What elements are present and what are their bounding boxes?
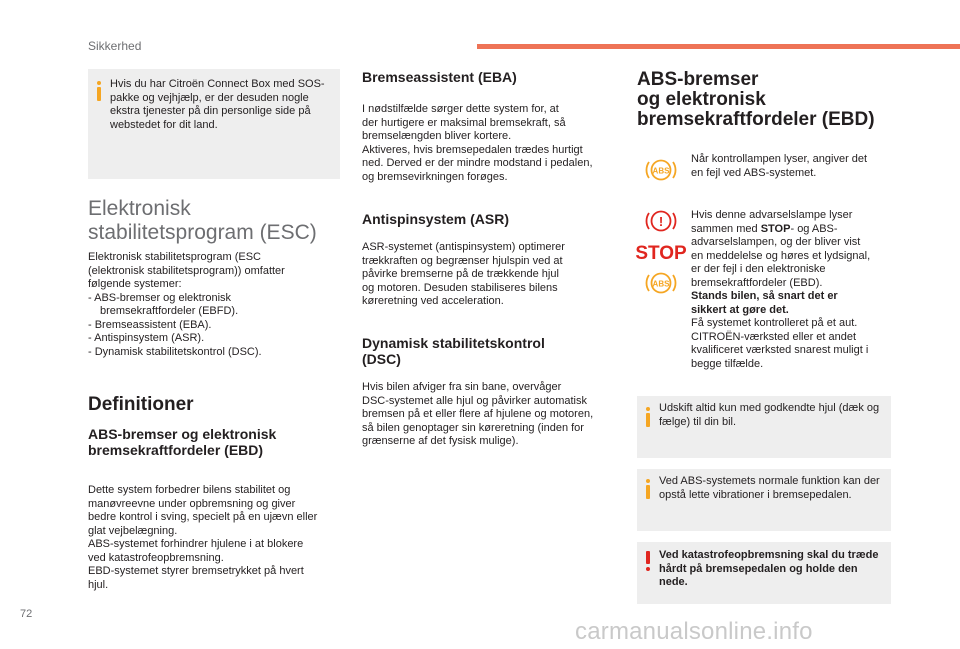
dsc-body: Hvis bilen afviger fra sin bane, overvåger DSC-systemet alle hjul og påvirker automatisk bremsen på et eller flere af hjulene og motoren, så bilen genoptager sin køreretning (inden for grænserne af det fysisk mulige). xyxy=(362,381,594,447)
section-label: Sikkerhed xyxy=(88,39,142,53)
watermark: carmanualsonline.info xyxy=(575,618,813,645)
brake-warning-icon xyxy=(643,206,679,236)
eba-body: I nødstilfælde sørger dette system for, at der hurtigere er maksimal bremsekraft, så bremselængden bliver kortere. Aktiveres, hvis bremsepedalen trædes hurtigt ned. Derved er der mindre modstand i pedalen, og bremsevirkningen forøges. xyxy=(362,103,593,183)
info-icon xyxy=(646,485,650,499)
list-item: - ABS-bremser og elektronisk bremsekraftfordeler (EBFD). xyxy=(88,291,239,317)
abs-ebd-subtitle: ABS-bremser og elektronisk bremsekraftfordeler (EBD) xyxy=(88,426,277,458)
abs-warning-lamp-icon xyxy=(643,155,679,185)
info-box-text: Ved ABS-systemets normale funktion kan der opstå lette vibrationer i bremsepedalen. xyxy=(659,475,880,501)
stop-warning-icon xyxy=(635,240,687,264)
abs-ebd-body: Dette system forbedrer bilens stabilitet og manøvreevne under opbremsning og giver bedre kontrol i sving, specielt på en ujævn eller glat vejbelægning. ABS-systemet forhindrer hjulene i at blokere ved katastrofeopbremsning. EBD-systemet styrer bremsetrykket på hvert hjul. xyxy=(88,484,318,591)
dsc-title: Dynamisk stabilitetskontrol (DSC) xyxy=(362,335,545,367)
stop-lamp-label: STOP xyxy=(635,243,687,264)
definitions-title: Definitioner xyxy=(88,394,194,415)
info-box-text: Udskift altid kun med godkendte hjul (dæk og fælge) til din bil. xyxy=(659,402,880,428)
warning-box-text: Ved katastrofeopbremsning skal du træde hårdt på bremsepedalen og holde den nede. xyxy=(659,549,879,588)
section-accent-bar xyxy=(477,44,960,49)
info-icon xyxy=(646,413,650,427)
abs-lamp-label: ABS xyxy=(652,166,670,176)
esc-intro: Elektronisk stabilitetsprogram (ESC (elektronisk stabilitetsprogram)) omfatter følgende systemer: - ABS-bremser og elektronisk bremsekraftfordeler (EBFD). - Bremseassistent (EBA). - Antispinsystem (ASR). - Dynamisk stabilitetskontrol (DSC). xyxy=(88,251,343,359)
info-icon xyxy=(97,87,101,101)
asr-title: Antispinsystem (ASR) xyxy=(362,211,510,227)
info-box-connect xyxy=(88,69,340,179)
eba-title: Bremseassistent (EBA) xyxy=(362,69,517,85)
abs-lamp-label: ABS xyxy=(652,279,670,289)
info-box-wheels xyxy=(637,396,891,458)
esc-title: Elektronisk stabilitetsprogram (ESC) xyxy=(88,197,317,244)
list-item: - Dynamisk stabilitetskontrol (DSC). xyxy=(88,345,262,358)
info-box-vibrations xyxy=(637,469,891,531)
ebd-fault-text: Hvis denne advarselslampe lyser sammen med STOP- og ABS- advarselslampen, og der bliver vist en meddelelse og høres et lydsignal, er der fejl i den elektroniske bremsekraftfordeler (EBD). Stands bilen, så snart det er sikkert at gøre det. Få systemet kontrolleret på et aut. CITROËN-værksted eller et andet kvalificeret værksted snarest muligt i begge tilfælde. xyxy=(691,209,871,370)
warning-icon xyxy=(646,551,650,564)
abs-warning-lamp-icon xyxy=(643,268,679,298)
abs-ebd-title: ABS-bremser og elektronisk bremsekraftfordeler (EBD) xyxy=(637,69,875,130)
warning-box-emergency-brake xyxy=(637,542,891,604)
list-item: - Antispinsystem (ASR). xyxy=(88,332,205,344)
list-item: - Bremseassistent (EBA). xyxy=(88,318,212,331)
abs-lamp-text: Når kontrollampen lyser, angiver det en fejl ved ABS-systemet. xyxy=(691,153,868,179)
info-box-text: Hvis du har Citroën Connect Box med SOS-pakke og vejhjælp, er der desuden nogle ekstra tjenester på din personlige side på webstedet for dit land. xyxy=(110,78,325,131)
brake-lamp-label: ! xyxy=(658,214,664,229)
page-number: 72 xyxy=(20,608,33,620)
asr-body: ASR-systemet (antispinsystem) optimerer trækkraften og begrænser hjulspin ved at påvirke bremserne på de trækkende hjul og motoren. Desuden stabiliseres bilens køreretning ved acceleration. xyxy=(362,241,565,307)
